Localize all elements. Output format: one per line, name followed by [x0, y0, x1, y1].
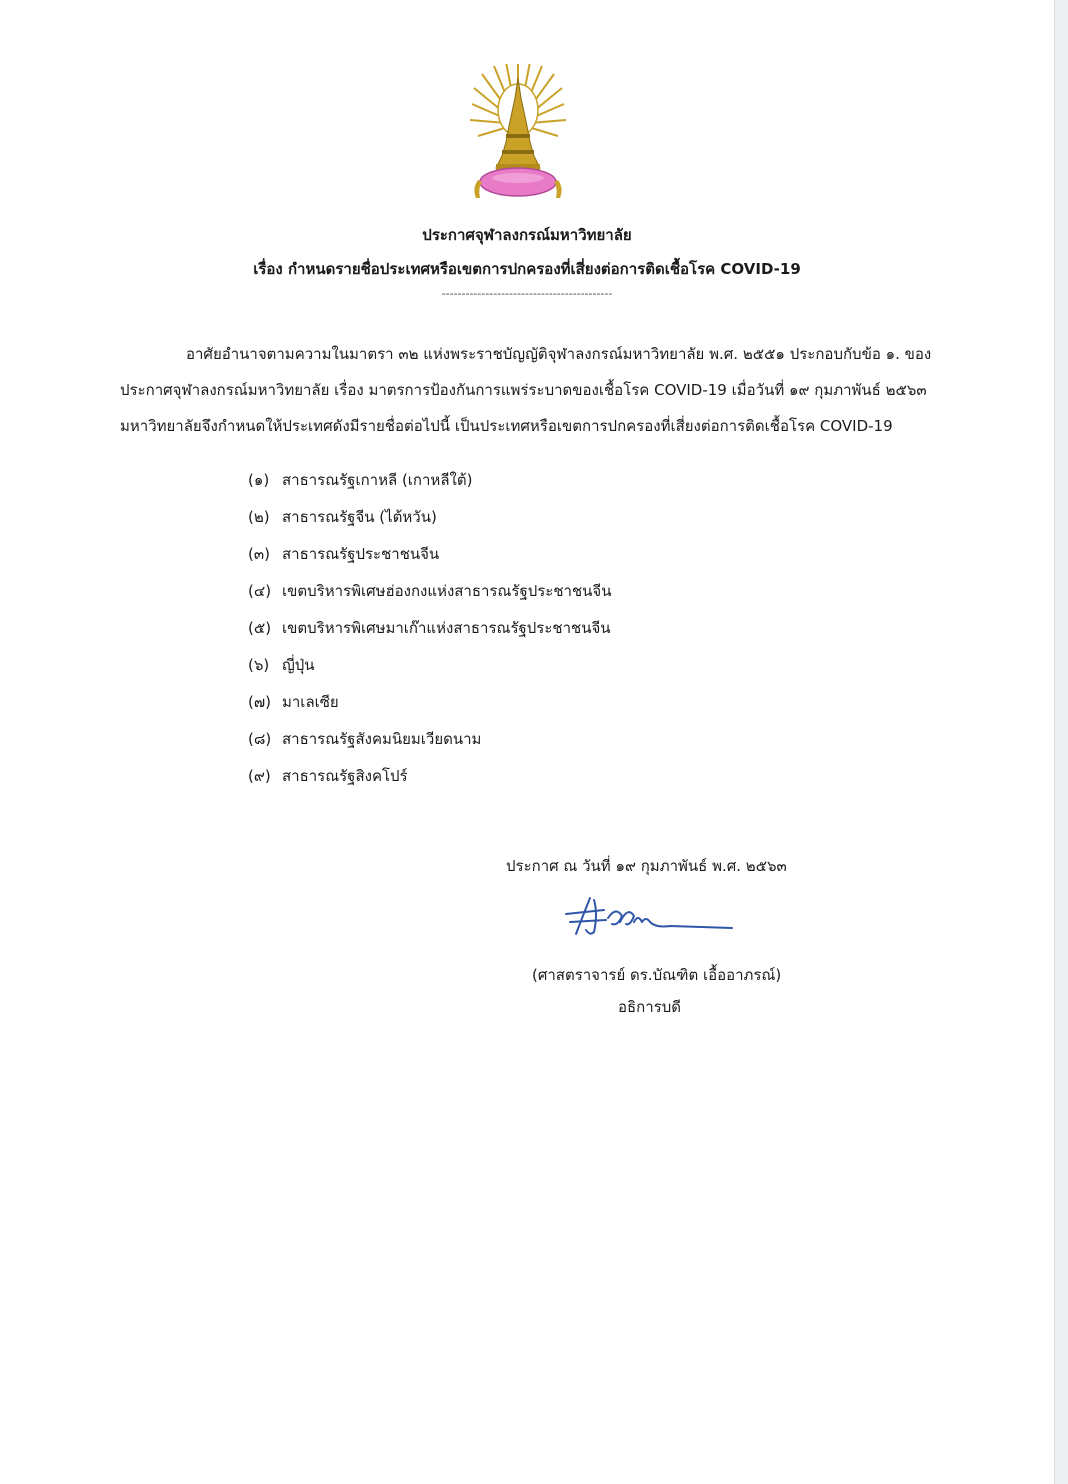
- signature-icon: [560, 892, 740, 942]
- list-item-text: สาธารณรัฐเกาหลี (เกาหลีใต้): [282, 471, 473, 489]
- list-item-number: (๒): [248, 508, 270, 526]
- list-item: [248, 727, 611, 764]
- body-line-2: ประกาศจุฬาลงกรณ์มหาวิทยาลัย เรื่อง มาตรการป้องกันการแพร่ระบาดของเชื้อโรค COVID-19 เมื่อวันที่ ๑๙ กุมภาพันธ์ ๒๕๖๓: [120, 381, 927, 399]
- list-item-text: เขตบริหารพิเศษฮ่องกงแห่งสาธารณรัฐประชาชนจีน: [282, 582, 612, 600]
- list-item-number: (๕): [248, 619, 272, 637]
- list-item-text: สาธารณรัฐสังคมนิยมเวียดนาม: [282, 730, 482, 748]
- list-item: [248, 653, 611, 690]
- announcement-issuer-heading: ประกาศจุฬาลงกรณ์มหาวิทยาลัย: [422, 226, 632, 244]
- list-item-number: (๘): [248, 730, 272, 748]
- scrollbar-edge: [1054, 0, 1055, 1484]
- list-item: [248, 468, 611, 505]
- list-item: [248, 690, 611, 727]
- list-item: [248, 764, 611, 801]
- country-list: [248, 468, 611, 801]
- list-item-text: สาธารณรัฐจีน (ไต้หวัน): [282, 508, 437, 526]
- signer-title: อธิการบดี: [618, 998, 681, 1016]
- list-item-number: (๙): [248, 767, 271, 785]
- announcement-subject-heading: เรื่อง กำหนดรายชื่อประเทศหรือเขตการปกครองที่เสี่ยงต่อการติดเชื้อโรค COVID-19: [253, 260, 801, 278]
- list-item-number: (๔): [248, 582, 272, 600]
- signer-name: (ศาสตราจารย์ ดร.บัณฑิต เอื้ออาภรณ์): [532, 966, 782, 984]
- announcement-date: ประกาศ ณ วันที่ ๑๙ กุมภาพันธ์ พ.ศ. ๒๕๖๓: [506, 857, 787, 875]
- list-item-number: (๗): [248, 693, 271, 711]
- list-item-number: (๓): [248, 545, 270, 563]
- body-line-1: อาศัยอำนาจตามความในมาตรา ๓๒ แห่งพระราชบัญญัติจุฬาลงกรณ์มหาวิทยาลัย พ.ศ. ๒๕๕๑ ประกอบกับข้อ ๑. ของ: [186, 345, 932, 363]
- list-item-text: เขตบริหารพิเศษมาเก๊าแห่งสาธารณรัฐประชาชนจีน: [282, 619, 611, 637]
- list-item: [248, 616, 611, 653]
- list-item-text: มาเลเซีย: [282, 693, 339, 711]
- divider-line: -------------------------------------------: [441, 287, 613, 300]
- list-item: [248, 505, 611, 542]
- list-item-text: ญี่ปุ่น: [282, 656, 315, 674]
- list-item-number: (๖): [248, 656, 270, 674]
- viewer-scrollbar-track[interactable]: [1054, 0, 1068, 1484]
- list-item-text: สาธารณรัฐประชาชนจีน: [282, 545, 440, 563]
- list-item-text: สาธารณรัฐสิงคโปร์: [282, 767, 408, 785]
- list-item: [248, 579, 611, 616]
- university-seal-icon: [466, 64, 570, 206]
- list-item: [248, 542, 611, 579]
- list-item-number: (๑): [248, 471, 270, 489]
- body-line-3: มหาวิทยาลัยจึงกำหนดให้ประเทศดังมีรายชื่อต่อไปนี้ เป็นประเทศหรือเขตการปกครองที่เสี่ยงต่อการติดเชื้อโรค COVID-19: [120, 417, 893, 435]
